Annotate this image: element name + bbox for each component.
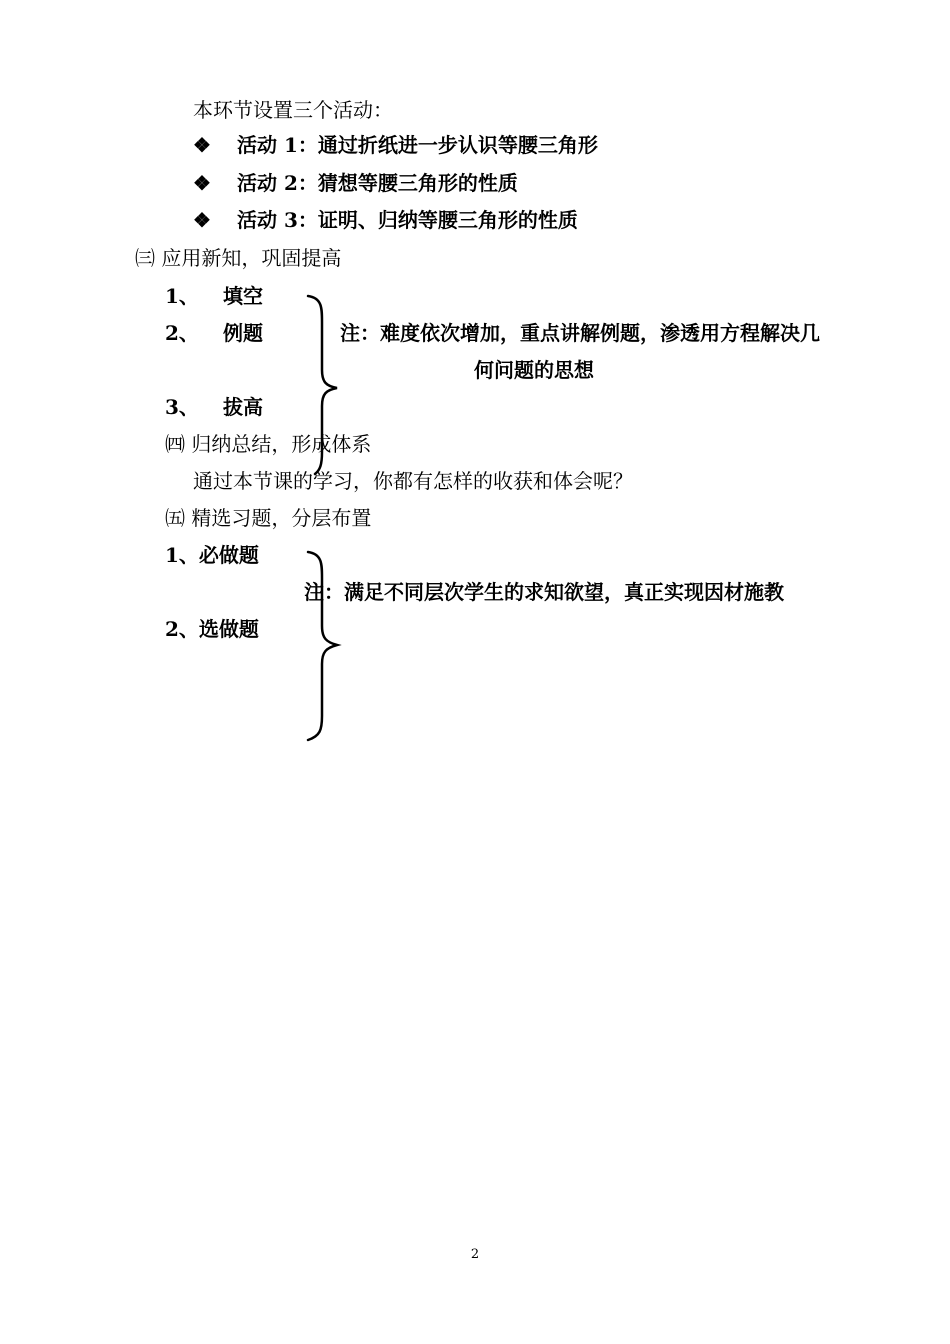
activity-text: 活动 2：猜想等腰三角形的性质 xyxy=(237,171,518,195)
item-number: 2、 xyxy=(165,321,199,345)
item-label: 拔高 xyxy=(223,395,263,419)
section-5-item: 1、必做题 xyxy=(165,543,259,567)
item-number: 1、 xyxy=(165,284,199,308)
item-number: 3、 xyxy=(165,395,199,419)
section-5-note: 注：满足不同层次学生的求知欲望，真正实现因材施教 xyxy=(304,580,784,604)
item-label: 填空 xyxy=(223,284,263,308)
section-5-heading: ㈤ 精选习题，分层布置 xyxy=(165,506,372,530)
diamond-bullet-icon: ❖ xyxy=(193,171,211,195)
intro-line: 本环节设置三个活动： xyxy=(193,98,393,122)
section-3-note-line-2: 何问题的思想 xyxy=(474,358,594,382)
section-4-heading: ㈣ 归纳总结，形成体系 xyxy=(165,432,372,456)
section-3-heading: ㈢ 应用新知，巩固提高 xyxy=(135,246,342,270)
section-4-text: 通过本节课的学习，你都有怎样的收获和体会呢？ xyxy=(193,469,633,493)
page-number: 2 xyxy=(470,1247,480,1262)
activity-text: 活动 1：通过折纸进一步认识等腰三角形 xyxy=(237,133,598,157)
activity-text: 活动 3：证明、归纳等腰三角形的性质 xyxy=(237,208,578,232)
section-3-note-line-1: 注：难度依次增加，重点讲解例题，渗透用方程解决几 xyxy=(340,321,820,345)
diamond-bullet-icon: ❖ xyxy=(193,208,211,232)
section-5-item: 2、选做题 xyxy=(165,617,259,641)
diamond-bullet-icon: ❖ xyxy=(193,133,211,157)
item-label: 例题 xyxy=(223,321,263,345)
